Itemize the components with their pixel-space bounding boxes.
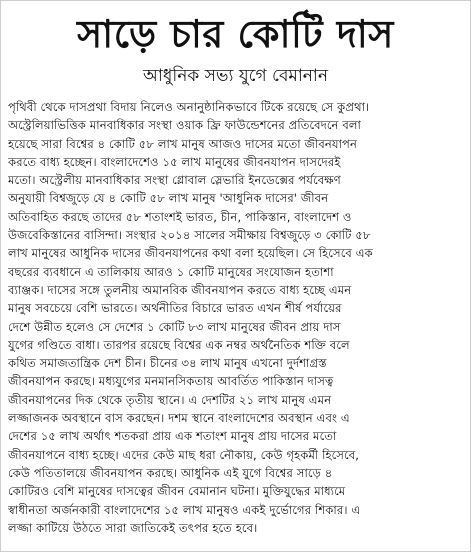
body-line: জীবনযাপনের দিক থেকে তৃতীয় স্থানে। এ দেশটির ২১ লাখ মানুষ এমন xyxy=(8,392,332,407)
body-line: দেশের ১৫ লাখ অর্থাৎ শতকরা প্রায় এক শতাংশ মানুষ প্রায় দাসের মতো xyxy=(8,429,337,444)
body-line: অস্ট্রেলিয়াভিত্তিক মানবাধিকার সংস্থা ওয়াক ফ্রি ফাউন্ডেশনের প্রতিবেদনে বলা xyxy=(8,118,362,133)
article-body xyxy=(8,98,464,537)
body-line: জীবনযাপনে বাধ্য হচ্ছে। এদের কেউ মাছ ধরা নৌকায়, কেউ গৃহকর্মী হিসেবে, xyxy=(8,447,360,462)
body-line: যুগের গণ্ডিতে বাধা। তারপর রয়েছে বিশ্বের এক নম্বর অর্থনৈতিক শক্তি বলে xyxy=(8,337,350,352)
body-line: মানুষ সবচেয়ে বেশি ভারতে। অর্থনীতির বিচারে ভারত এখন শীর্ষ পর্যায়ের xyxy=(8,301,342,316)
body-line: বছরের ব্যবধানে এ তালিকায় আরও ১ কোটি মানুষের সংযোজন হতাশা xyxy=(8,264,334,279)
body-line: করতে বাধ্য হচ্ছেন। বাংলাদেশেও ১৫ লাখ মানুষের জীবনযাপন দাসদেরই xyxy=(8,154,341,169)
body-line: অনুযায়ী বিশ্বজুড়ে যে ৪ কোটি ৫৮ লাখ মানুষ 'আধুনিক দাসের' জীবন xyxy=(8,191,329,206)
body-line: স্বাধীনতা অর্জনকারী বাংলাদেশের ১৫ লাখ মানুষও একই দুর্ভোগের শিকার। এ xyxy=(8,502,361,517)
body-line: পৃথিবী থেকে দাসপ্রথা বিদায় নিলেও অনানুষ্ঠানিকভাবে টিকে রয়েছে সে কুপ্রথা। xyxy=(8,100,370,114)
body-line: লজ্জা কাটিয়ে উঠতে সারা জাতিকেই তৎপর হতে হবে। xyxy=(8,520,258,535)
headline: সাড়ে চার কোটি দাস xyxy=(77,12,394,56)
body-line: কেউ পতিতালয়ে জীবনযাপন করছে। আধুনিক এই যুগে বিশ্বের সাড়ে ৪ xyxy=(8,465,333,480)
body-line: অতিবাহিত করছে তাদের ৫৮ শতাংশই ভারত, চীন, পাকিস্তান, বাংলাদেশ ও xyxy=(8,209,352,224)
body-line: কথিত সমাজতান্ত্রিক দেশ চীন। চীনের ৩৪ লাখ মানুষ এখনো দুর্দশাগ্রস্ত xyxy=(8,356,327,371)
subheadline: আধুনিক সভ্য যুগে বেমানান xyxy=(142,66,329,86)
body-line: ব্যাঞ্জক। দাসের সঙ্গে তুলনীয় অমানবিক জীবনযাপন করতে বাধ্য হচ্ছে এমন xyxy=(8,282,352,297)
body-line: কোটিরও বেশি মানুষের দাসত্বের জীবন বেমানান ঘটনা। মুক্তিযুদ্ধের মাধ্যমে xyxy=(8,484,346,499)
body-line: দেশে উন্নীত হলেও সে দেশের ১ কোটি ৮৩ লাখ মানুষের জীবন প্রায় দাস xyxy=(8,319,341,334)
body-line: হয়েছে সারা বিশ্বের ৪ কোটি ৫৮ লাখ মানুষ আজও দাসের মতো জীবনযাপন xyxy=(8,136,358,151)
body-line: জীবনযাপন করছে। মধ্যযুগের মনমানসিকতায় আবর্তিত পাকিস্তান দাসত্ব xyxy=(8,374,334,389)
body-line: উজবেকিস্তানের বাসিন্দা। সংস্থার ২০১৪ সালের সমীক্ষায় বিশ্বজুড়ে ৩ কোটি ৫৮ xyxy=(8,228,371,243)
body-line: লাখ মানুষের আধুনিক দাসের জীবনযাপনের কথা বলা হয়েছিল। সে হিসেবে এক xyxy=(8,246,373,261)
body-line: লজ্জাজনক অবস্থানে বাস করছেন। দশম স্থানে বাংলাদেশের অবস্থান এবং এ xyxy=(8,411,350,426)
body-line: মতো। অস্ট্রেলীয় মানবাধিকার সংস্থা গ্লোবাল স্লেভারি ইনডেক্সের পর্যবেক্ষণ xyxy=(8,173,341,188)
